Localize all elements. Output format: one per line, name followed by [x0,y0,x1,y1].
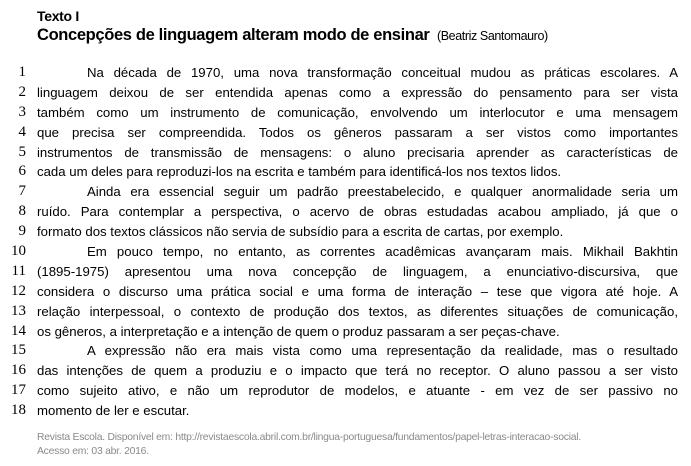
line-text: Ainda era essencial seguir um padrão preestabelecido, e qualquer anormalidade seria um [87,184,678,200]
line-number: 10 [11,243,26,260]
numbered-text-body [0,63,691,421]
line-text: cada um deles para reproduzi-los na escrita e também para identificá-los nos textos lidos. [37,164,562,180]
text-line [0,401,691,421]
line-text: linguagem deixou de ser entendida apenas como a expressão do pensamento para ser vista [37,84,678,100]
text-line [0,182,691,202]
text-line [0,262,691,282]
line-text: instrumentos de transmissão de mensagens: o aluno precisaria aprender as características de [37,144,678,160]
line-number: 2 [18,83,26,100]
line-number: 8 [18,203,26,220]
source-citation [37,431,687,459]
line-text: formato dos textos clássicos não servia de subsídio para a escrita de cartas, por exemplo. [37,224,564,240]
line-number: 12 [11,282,26,299]
line-number: 4 [18,123,26,140]
line-text: também como um instrumento de comunicação, envolvendo um interlocutor e uma mensagem [37,104,678,120]
line-number: 7 [18,183,26,200]
text-line [0,341,691,361]
citation-access-date: Acesso em: 03 abr. 2016. [37,446,149,457]
line-text: (1895-1975) apresentou uma nova concepção de linguagem, a enunciativo-discursiva, que [37,263,678,279]
article-title: Concepções de linguagem alteram modo de ensinar [37,26,430,44]
line-text: momento de ler e escutar. [37,403,190,419]
text-line [0,242,691,262]
text-line [0,63,691,83]
citation-source-line: Revista Escola. Disponível em: http://revistaescola.abril.com.br/lingua-portuguesa/fundamentos/papel-letras-interacao-social. [37,432,581,443]
text-line [0,162,691,182]
line-number: 1 [18,64,26,80]
line-text: relação interpessoal, o contexto de produção dos textos, as diferentes situações de comunicação, [37,303,678,319]
text-line [0,143,691,163]
line-number: 9 [18,223,26,240]
line-number: 3 [18,103,26,120]
title-row [37,26,548,45]
line-text: das intenções de quem a produziu e o impacto que terá no receptor. O aluno passou a ser visto [37,363,678,379]
line-text: Em pouco tempo, no entanto, as correntes acadêmicas avançaram mais. Mikhail Bakhtin [87,244,678,260]
text-line [0,202,691,222]
article-author: (Beatriz Santomauro) [436,29,548,43]
line-number: 14 [11,322,26,339]
text-line [0,103,691,123]
text-line [0,361,691,381]
line-number: 18 [11,402,26,419]
line-text: os gêneros, a interpretação e a intenção de quem o produz passaram a ser peças-chave. [37,323,560,339]
text-line [0,222,691,242]
line-text: A expressão não era mais vista como uma representação da realidade, mas o resultado [87,343,678,359]
line-number: 5 [18,143,26,160]
line-text: ruído. Para contemplar a perspectiva, o acervo de obras estudadas acabou ampliado, já que o [37,204,678,220]
line-text: como sujeito ativo, e não um reprodutor de modelos, e atuante - em vez de ser passivo no [37,383,678,399]
line-text: que precisa ser compreendida. Todos os gêneros passaram a ser vistos como importantes [37,124,678,140]
line-number: 11 [11,262,26,279]
text-line [0,83,691,103]
line-number: 13 [11,302,26,319]
text-line [0,302,691,322]
text-line [0,282,691,302]
text-line [0,322,691,342]
text-line [0,123,691,143]
line-number: 16 [11,362,26,379]
line-number: 15 [11,342,26,359]
text-label: Texto I [37,8,79,24]
line-text: Na década de 1970, uma nova transformação conceitual mudou as práticas escolares. A [87,65,678,80]
line-text: considera o discurso uma prática social e uma forma de interação – tese que vigora até hoje. A [37,283,678,299]
line-number: 6 [18,163,26,180]
line-number: 17 [11,382,26,399]
text-line [0,381,691,401]
